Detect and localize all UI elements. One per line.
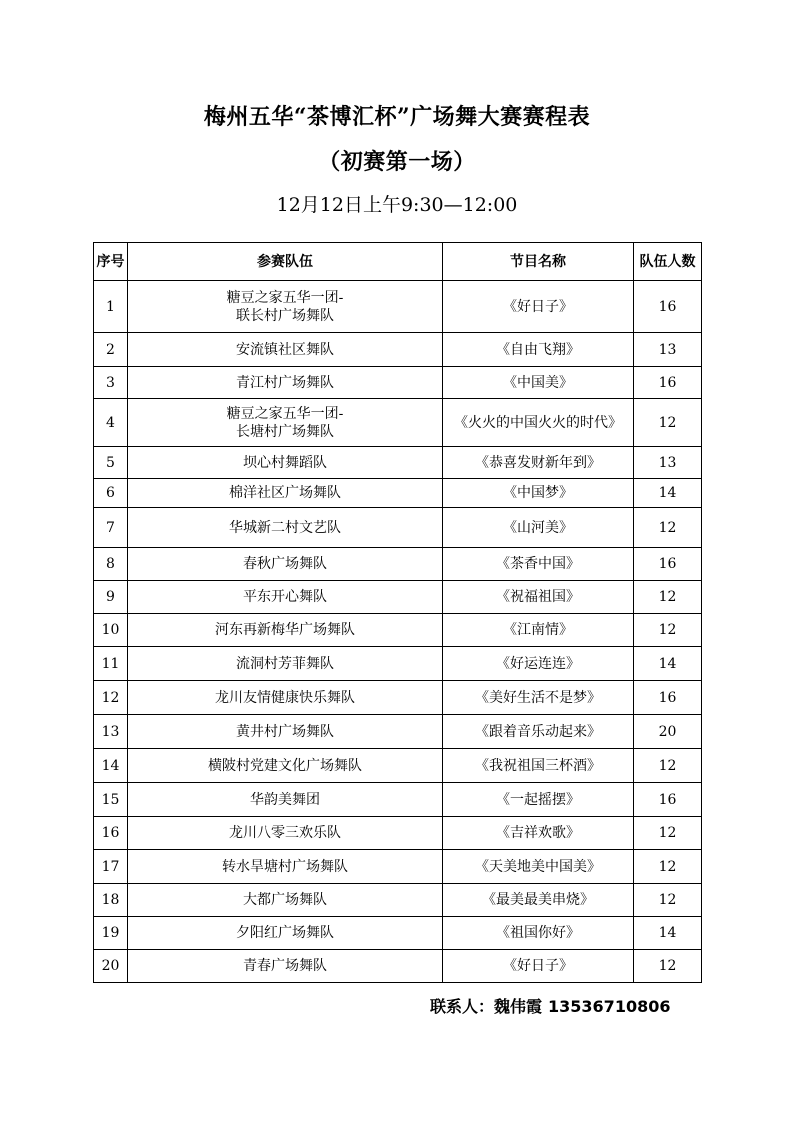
row-number: 10 [94,614,128,647]
team-size: 16 [634,281,702,333]
row-number: 1 [94,281,128,333]
table-row [94,681,702,715]
team-name-line: 长塘村广场舞队 [236,423,334,440]
program-name: 《自由飞翔》 [443,333,634,367]
table-row [94,614,702,647]
contact-label: 联系人：魏伟霞 [430,997,543,1016]
team-size: 13 [634,447,702,479]
row-number: 12 [94,681,128,715]
team-size: 12 [634,508,702,548]
row-number: 6 [94,479,128,508]
table-row [94,281,702,333]
team-size: 16 [634,367,702,399]
schedule-time: 12月12日上午9:30—12:00 [276,194,518,216]
team-name [128,614,443,647]
program-name: 《茶香中国》 [443,548,634,581]
row-number: 16 [94,817,128,850]
team-name-line: 黄井村广场舞队 [236,723,334,740]
team-size: 14 [634,479,702,508]
table-row [94,884,702,917]
table-row [94,817,702,850]
program-name: 《中国梦》 [443,479,634,508]
program-name: 《好日子》 [443,281,634,333]
team-name-line: 华城新二村文艺队 [229,519,341,536]
team-name [128,479,443,508]
team-name [128,749,443,783]
table-row [94,581,702,614]
team-name [128,715,443,749]
team-name-line: 流洞村芳菲舞队 [236,655,334,672]
team-name-line: 转水旱塘村广场舞队 [222,858,348,875]
row-number: 7 [94,508,128,548]
row-number: 9 [94,581,128,614]
team-name [128,581,443,614]
team-name-line: 安流镇社区舞队 [236,341,334,358]
row-number: 8 [94,548,128,581]
row-number: 13 [94,715,128,749]
team-name [128,884,443,917]
page-subtitle: （初赛第一场） [318,149,476,175]
team-name-line: 华韵美舞团 [250,791,320,808]
team-name-line: 坝心村舞蹈队 [243,454,327,471]
team-name-line: 青春广场舞队 [243,958,327,974]
team-name [128,647,443,681]
column-header-program: 节目名称 [443,243,634,281]
table-row [94,917,702,950]
table-row [94,508,702,548]
table-row [94,399,702,447]
team-name-line: 青江村广场舞队 [236,374,334,391]
team-name-line: 平东开心舞队 [243,589,327,605]
table-row [94,367,702,399]
table-body [94,281,702,983]
table-row [94,479,702,508]
team-name-line: 大都广场舞队 [243,892,327,908]
team-name [128,817,443,850]
table-header-row [94,243,702,281]
team-size: 12 [634,749,702,783]
table-row [94,715,702,749]
team-name-line: 横陂村党建文化广场舞队 [208,757,362,774]
table-row [94,548,702,581]
program-name: 《美好生活不是梦》 [443,681,634,715]
team-name [128,447,443,479]
contact-phone: 13536710806 [548,997,671,1016]
team-size: 14 [634,647,702,681]
team-size: 12 [634,614,702,647]
column-header-number: 序号 [94,243,128,281]
program-name: 《祝福祖国》 [443,581,634,614]
row-number: 15 [94,783,128,817]
team-name-line: 龙川友情健康快乐舞队 [215,689,355,706]
team-name-line: 糖豆之家五华一团- [226,405,344,422]
program-name: 《吉祥欢歌》 [443,817,634,850]
team-name-line: 春秋广场舞队 [243,556,327,572]
team-name [128,333,443,367]
page-title: 梅州五华“茶博汇杯”广场舞大赛赛程表 [203,104,591,130]
team-size: 12 [634,884,702,917]
team-size: 13 [634,333,702,367]
team-size: 16 [634,548,702,581]
team-name [128,367,443,399]
table-row [94,647,702,681]
program-name: 《跟着音乐动起来》 [443,715,634,749]
team-name-line: 夕阳红广场舞队 [236,925,334,941]
team-size: 12 [634,581,702,614]
program-name: 《一起摇摆》 [443,783,634,817]
team-size: 12 [634,817,702,850]
program-name: 《中国美》 [443,367,634,399]
team-size: 20 [634,715,702,749]
row-number: 3 [94,367,128,399]
team-size: 16 [634,681,702,715]
program-name: 《天美地美中国美》 [443,850,634,884]
team-name-line: 联长村广场舞队 [236,307,334,324]
program-name: 《恭喜发财新年到》 [443,447,634,479]
row-number: 14 [94,749,128,783]
contact-info [430,994,670,1017]
team-size: 12 [634,399,702,447]
team-name [128,681,443,715]
column-header-count: 队伍人数 [634,243,702,281]
team-name-line: 龙川八零三欢乐队 [229,825,341,841]
program-name: 《好运连连》 [443,647,634,681]
program-name: 《最美最美串烧》 [443,884,634,917]
row-number: 11 [94,647,128,681]
row-number: 20 [94,950,128,983]
table-row [94,950,702,983]
team-name [128,399,443,447]
table-row [94,749,702,783]
team-size: 14 [634,917,702,950]
program-name: 《火火的中国火火的时代》 [443,399,634,447]
team-name [128,783,443,817]
team-name [128,548,443,581]
row-number: 18 [94,884,128,917]
team-size: 12 [634,950,702,983]
program-name: 《山河美》 [443,508,634,548]
schedule-table [93,242,702,983]
team-name [128,917,443,950]
row-number: 4 [94,399,128,447]
column-header-team: 参赛队伍 [128,243,443,281]
team-size: 16 [634,783,702,817]
team-name [128,508,443,548]
team-name [128,281,443,333]
table-row [94,850,702,884]
row-number: 2 [94,333,128,367]
team-name-line: 糖豆之家五华一团- [226,289,344,306]
row-number: 17 [94,850,128,884]
team-name [128,850,443,884]
program-name: 《我祝祖国三杯酒》 [443,749,634,783]
team-name-line: 棉洋社区广场舞队 [229,485,341,501]
program-name: 《好日子》 [443,950,634,983]
team-size: 12 [634,850,702,884]
table-row [94,783,702,817]
table-row [94,447,702,479]
team-name [128,950,443,983]
program-name: 《江南情》 [443,614,634,647]
team-name-line: 河东再新梅华广场舞队 [215,622,355,638]
row-number: 19 [94,917,128,950]
row-number: 5 [94,447,128,479]
program-name: 《祖国你好》 [443,917,634,950]
table-row [94,333,702,367]
